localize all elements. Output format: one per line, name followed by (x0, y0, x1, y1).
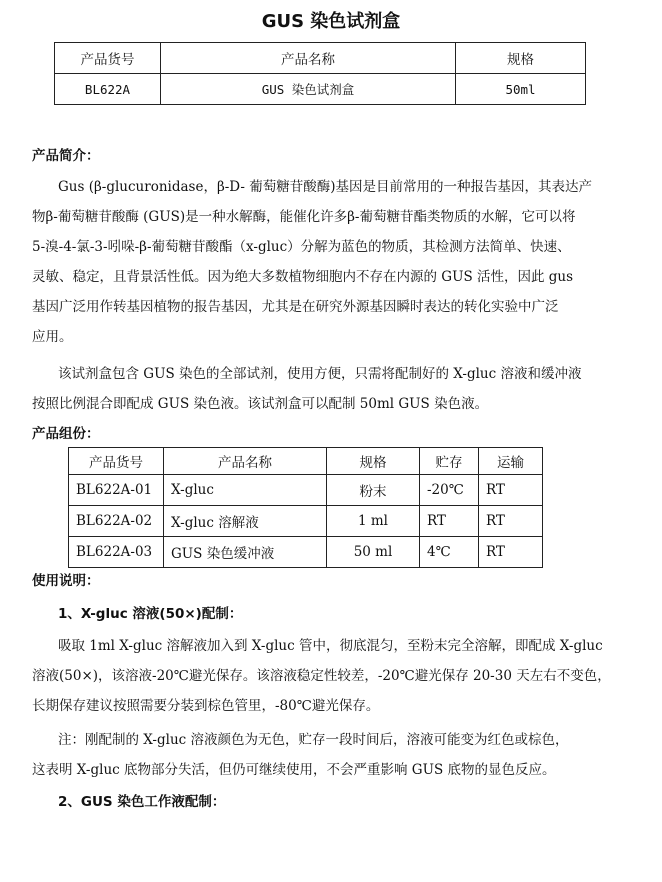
intro-heading: 产品简介： (32, 148, 100, 164)
intro-text-line: 灵敏、稳定，且背景活性低。因为绝大多数植物细胞内不存在内源的 GUS 活性，因此 gus (32, 269, 574, 285)
step2-heading: 2、GUS 染色工作液配制： (58, 794, 226, 810)
table-cell: RT (479, 537, 543, 568)
usage-text-line: 吸取 1ml X-gluc 溶解液加入到 X-gluc 管中，彻底混匀，至粉末完全溶解，即配成 X-gluc (58, 638, 603, 654)
table-header-row (69, 448, 543, 475)
table-cell: 粉末 (327, 475, 420, 506)
usage-heading: 使用说明： (32, 573, 100, 589)
usage-text-line: 长期保存建议按照需要分装到棕色管里，-80℃避光保存。 (32, 698, 380, 714)
header-cell: 规格 (327, 448, 420, 475)
header-cell: 产品货号 (69, 448, 164, 475)
intro-text-line: 基因广泛用作转基因植物的报告基因，尤其是在研究外源基因瞬时表达的转化实验中广泛 (32, 299, 559, 315)
table-cell: GUS 染色试剂盒 (161, 74, 456, 105)
intro-text-line: 按照比例混合即配成 GUS 染色液。该试剂盒可以配制 50ml GUS 染色液。 (32, 396, 489, 412)
components-table (68, 447, 543, 568)
intro-text-line: 物β-葡萄糖苷酸酶 (GUS)是一种水解酶，能催化许多β-葡萄糖苷酯类物质的水解，它可以将 (32, 209, 576, 225)
table-cell: RT (479, 506, 543, 537)
table-row (69, 475, 543, 506)
header-cell: 产品货号 (55, 43, 161, 74)
table-cell: GUS 染色缓冲液 (164, 537, 327, 568)
header-cell: 产品名称 (161, 43, 456, 74)
table-cell: RT (420, 506, 479, 537)
table-row (55, 74, 586, 105)
usage-text-line: 溶液(50×)，该溶液-20℃避光保存。该溶液稳定性较差，-20℃避光保存 20-30 天左右不变色， (32, 668, 611, 684)
header-cell: 贮存 (420, 448, 479, 475)
table-cell: BL622A-01 (69, 475, 164, 506)
header-cell: 运输 (479, 448, 543, 475)
table-cell: -20℃ (420, 475, 479, 506)
intro-text-line: 5-溴-4-氯-3-吲哚-β-葡萄糖苷酸酯（x-gluc）分解为蓝色的物质，其检测方法简单、快速、 (32, 239, 571, 255)
table-cell: 1 ml (327, 506, 420, 537)
table-cell: X-gluc (164, 475, 327, 506)
table-cell: 50 ml (327, 537, 420, 568)
note-text-line: 注：刚配制的 X-gluc 溶液颜色为无色，贮存一段时间后，溶液可能变为红色或棕色， (58, 732, 569, 748)
summary-table (54, 42, 586, 105)
table-cell: BL622A (55, 74, 161, 105)
page-title: GUS 染色试剂盒 (261, 11, 401, 32)
table-cell: 4℃ (420, 537, 479, 568)
header-cell: 规格 (456, 43, 586, 74)
table-row (69, 506, 543, 537)
table-header-row (55, 43, 586, 74)
intro-text-line: 该试剂盒包含 GUS 染色的全部试剂，使用方便，只需将配制好的 X-gluc 溶液和缓冲液 (58, 366, 582, 382)
intro-text-line: Gus (β-glucuronidase，β-D- 葡萄糖苷酸酶)基因是目前常用的一种报告基因，其表达产 (58, 179, 593, 195)
table-cell: 50ml (456, 74, 586, 105)
components-heading: 产品组份： (32, 426, 100, 442)
header-cell: 产品名称 (164, 448, 327, 475)
table-cell: X-gluc 溶解液 (164, 506, 327, 537)
table-cell: RT (479, 475, 543, 506)
step1-heading: 1、X-gluc 溶液(50×)配制： (58, 606, 243, 622)
note-text-line: 这表明 X-gluc 底物部分失活，但仍可继续使用，不会严重影响 GUS 底物的显色反应。 (32, 762, 556, 778)
table-row (69, 537, 543, 568)
table-cell: BL622A-02 (69, 506, 164, 537)
intro-text-line: 应用。 (32, 329, 73, 345)
table-cell: BL622A-03 (69, 537, 164, 568)
